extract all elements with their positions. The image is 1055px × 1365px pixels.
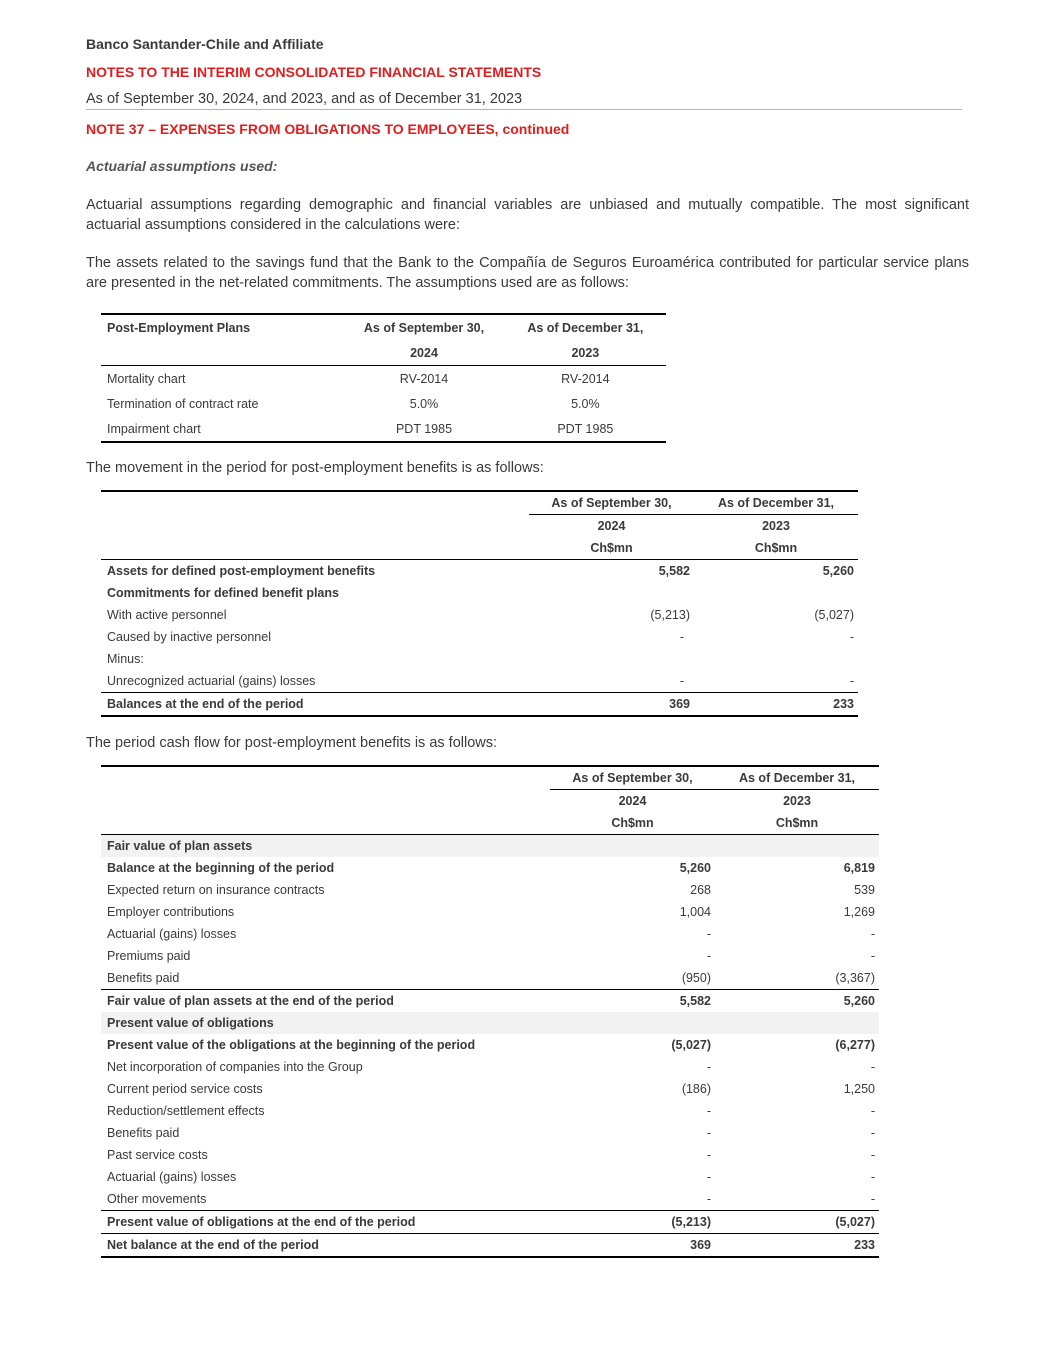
table-row	[101, 648, 858, 670]
row-value-2023: 5.0%	[571, 396, 600, 411]
row-label: Net incorporation of companies into the Group	[107, 1060, 363, 1074]
row-label: Past service costs	[107, 1148, 208, 1162]
row-value-2024: -	[706, 1192, 711, 1206]
row-value-2023: (5,027)	[814, 608, 854, 622]
table-row	[101, 582, 858, 604]
row-value-2024: 369	[529, 693, 694, 717]
assumptions-table	[101, 313, 666, 443]
row-value-2023: 6,819	[843, 861, 875, 875]
movement-intro: The movement in the period for post-employment benefits is as follows:	[86, 460, 544, 476]
row-value-2023: 233	[694, 693, 858, 717]
table-row	[101, 416, 666, 442]
table-row	[101, 366, 666, 392]
row-value-2023: (3,367)	[835, 971, 875, 985]
table-row	[101, 901, 879, 923]
row-label: Assets for defined post-employment benefits	[107, 564, 376, 578]
row-value-2024: 5.0%	[409, 396, 439, 411]
row-label: Unrecognized actuarial (gains) losses	[107, 674, 316, 688]
row-value-2023: -	[870, 1192, 875, 1206]
row-value-2023: PDT 1985	[557, 421, 614, 436]
company-name: Banco Santander-Chile and Affiliate	[86, 36, 324, 52]
row-value-2023: 1,250	[843, 1082, 875, 1096]
row-label: Expected return on insurance contracts	[107, 883, 325, 897]
col-unit-2024: Ch$mn	[550, 812, 715, 835]
row-value-2023: -	[870, 1148, 875, 1162]
row-value-2023: -	[849, 674, 854, 688]
row-label: Actuarial (gains) losses	[107, 1170, 237, 1184]
table-row-total	[101, 693, 858, 717]
row-label: Balance at the beginning of the period	[107, 861, 335, 875]
table-row	[101, 857, 879, 879]
paragraph-savings-fund: The assets related to the savings fund that the Bank to the Compañía de Seguros Euroamérica contributed for particular service plans are presented in the net-related commitments. The assumptions used are as follows:	[86, 255, 969, 291]
table-row	[101, 604, 858, 626]
row-value-2023	[715, 1012, 879, 1034]
row-value-2023: 5,260	[715, 990, 879, 1013]
row-value-2024: 1,004	[679, 905, 711, 919]
row-value-2023	[694, 582, 858, 604]
row-value-2024	[529, 648, 694, 670]
row-label: Fair value of plan assets	[101, 835, 550, 858]
col-header-sep-2024: As of September 30,	[550, 766, 715, 790]
table-row-total	[101, 1234, 879, 1258]
col-header-year-2023: 2023	[762, 519, 790, 533]
row-value-2023: -	[849, 630, 854, 644]
reporting-period: As of September 30, 2024, and 2023, and as of December 31, 2023	[86, 91, 523, 107]
row-label: Caused by inactive personnel	[107, 630, 271, 644]
row-label: Reduction/settlement effects	[107, 1104, 265, 1118]
row-value-2024: -	[706, 1170, 711, 1184]
row-value-2024: -	[679, 674, 684, 688]
table-row	[101, 391, 666, 416]
col-unit-2023: Ch$mn	[715, 812, 879, 835]
row-label: Commitments for defined benefit plans	[107, 586, 339, 600]
row-value-2023: -	[870, 1104, 875, 1118]
table-row	[101, 1056, 879, 1078]
col-unit-2024: Ch$mn	[529, 537, 694, 560]
table-row	[101, 945, 879, 967]
row-label: Minus:	[107, 652, 144, 666]
row-label: Fair value of plan assets at the end of the period	[101, 990, 550, 1013]
row-value-2024: -	[706, 949, 711, 963]
row-value-2024: 5,582	[658, 564, 690, 578]
table-row	[101, 1166, 879, 1188]
col-header-sep-2024: As of September 30,	[363, 320, 485, 335]
row-label: Premiums paid	[107, 949, 191, 963]
table-row	[101, 670, 858, 693]
table-row	[101, 879, 879, 901]
table-row	[101, 1100, 879, 1122]
col-header-plans: Post-Employment Plans	[107, 320, 251, 335]
row-value-2024: PDT 1985	[395, 421, 453, 436]
row-value-2023: (5,027)	[715, 1211, 879, 1234]
col-header-year-2024: 2024	[597, 519, 626, 533]
table-row	[101, 1144, 879, 1166]
table-row-total	[101, 1211, 879, 1234]
row-value-2023: 233	[715, 1234, 879, 1258]
row-value-2023: RV-2014	[561, 371, 610, 386]
paragraph-actuarial-assumptions: Actuarial assumptions regarding demographic and financial variables are unbiased and mutually compatible. The most significant actuarial assumptions considered in the calculations were:	[86, 197, 969, 233]
row-value-2024	[550, 835, 715, 858]
cashflow-table	[101, 765, 879, 1258]
table-row-total	[101, 990, 879, 1013]
row-label: Net balance at the end of the period	[101, 1234, 550, 1258]
row-value-2023: (6,277)	[835, 1038, 875, 1052]
col-header-dec-2023: As of December 31,	[715, 766, 879, 790]
row-value-2024	[550, 1012, 715, 1034]
row-label: Balances at the end of the period	[101, 693, 529, 717]
row-value-2024: 268	[690, 883, 711, 897]
col-header-dec-2023: As of December 31,	[694, 491, 858, 515]
row-value-2024: -	[706, 1104, 711, 1118]
row-label: Present value of the obligations at the beginning of the period	[107, 1038, 476, 1052]
row-value-2023: -	[870, 949, 875, 963]
row-value-2023	[694, 648, 858, 670]
row-value-2024: 5,582	[550, 990, 715, 1013]
table-row	[101, 560, 858, 583]
row-value-2024: -	[706, 1060, 711, 1074]
table-row	[101, 1188, 879, 1211]
col-unit-2023: Ch$mn	[694, 537, 858, 560]
row-value-2023: -	[870, 1170, 875, 1184]
row-label: Benefits paid	[107, 1126, 180, 1140]
table-row	[101, 1078, 879, 1100]
col-header-year-2023: 2023	[505, 340, 666, 366]
table-row	[101, 1122, 879, 1144]
row-value-2024: 5,260	[679, 861, 711, 875]
notes-title: NOTES TO THE INTERIM CONSOLIDATED FINANCIAL STATEMENTS	[86, 64, 542, 80]
row-value-2024: -	[706, 927, 711, 941]
row-value-2024: 369	[550, 1234, 715, 1258]
row-value-2023	[715, 835, 879, 858]
col-header-sep-2024: As of September 30,	[529, 491, 694, 515]
row-value-2024: -	[679, 630, 684, 644]
row-value-2024: (5,213)	[650, 608, 690, 622]
row-value-2024: (950)	[681, 971, 711, 985]
col-header-year-2023: 2023	[783, 794, 811, 808]
row-value-2023: 1,269	[843, 905, 875, 919]
row-value-2023: 539	[854, 883, 875, 897]
row-value-2024: (5,213)	[550, 1211, 715, 1234]
col-header-year-2024: 2024	[618, 794, 647, 808]
row-label: Termination of contract rate	[107, 396, 259, 411]
row-label: With active personnel	[107, 608, 227, 622]
row-value-2024: (186)	[681, 1082, 711, 1096]
row-value-2024: -	[706, 1126, 711, 1140]
note-title: NOTE 37 – EXPENSES FROM OBLIGATIONS TO EMPLOYEES, continued	[86, 121, 570, 137]
row-value-2024: (5,027)	[671, 1038, 711, 1052]
row-label: Benefits paid	[107, 971, 180, 985]
movement-table	[101, 490, 858, 717]
table-section-row	[101, 835, 879, 858]
col-header-year-2024: 2024	[343, 340, 504, 366]
row-value-2023: -	[870, 927, 875, 941]
cashflow-intro: The period cash flow for post-employment benefits is as follows:	[86, 735, 498, 751]
row-value-2024: -	[706, 1148, 711, 1162]
table-row	[101, 1034, 879, 1056]
section-subheading: Actuarial assumptions used:	[86, 158, 278, 174]
table-section-row	[101, 1012, 879, 1034]
row-value-2023: -	[870, 1060, 875, 1074]
col-header-dec-2023: As of December 31,	[527, 320, 644, 335]
table-row	[101, 923, 879, 945]
row-value-2023: 5,260	[822, 564, 854, 578]
row-label: Other movements	[107, 1192, 207, 1206]
row-label: Present value of obligations	[101, 1012, 550, 1034]
row-label: Present value of obligations at the end of the period	[101, 1211, 550, 1234]
row-label: Impairment chart	[107, 421, 201, 436]
row-label: Actuarial (gains) losses	[107, 927, 237, 941]
header-divider	[86, 109, 962, 110]
row-value-2024: RV-2014	[399, 371, 449, 386]
row-label: Current period service costs	[107, 1082, 263, 1096]
table-row	[101, 626, 858, 648]
row-label: Mortality chart	[107, 371, 186, 386]
table-row	[101, 967, 879, 990]
row-value-2023: -	[870, 1126, 875, 1140]
row-value-2024	[529, 582, 694, 604]
row-label: Employer contributions	[107, 905, 235, 919]
